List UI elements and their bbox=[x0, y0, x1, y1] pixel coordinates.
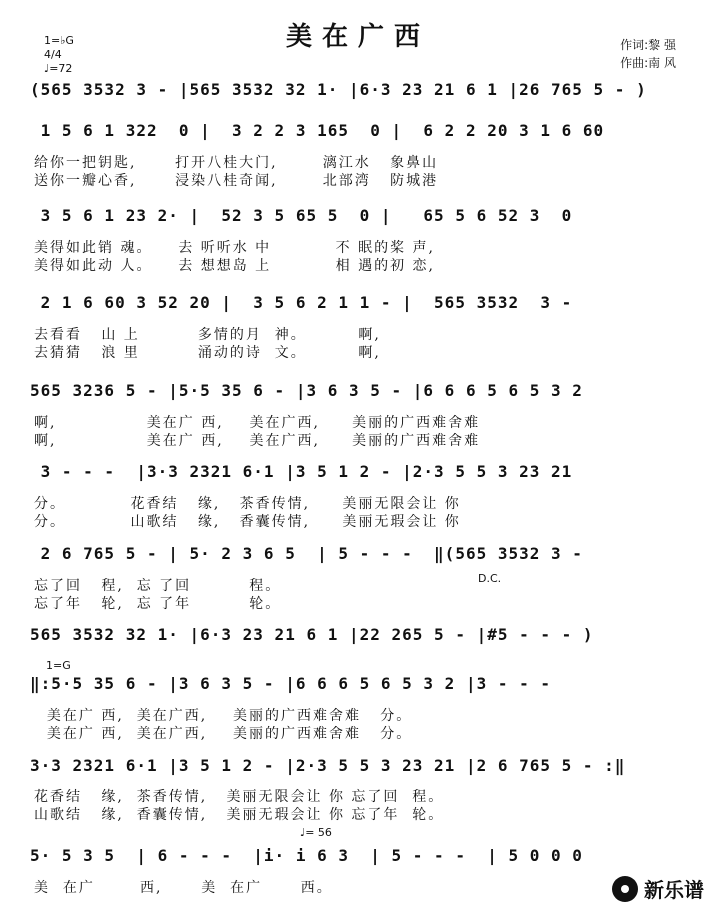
lyric-line-4a: 啊, 美在广 西, 美在广西, 美丽的广西难舍难 bbox=[34, 415, 481, 431]
site-logo bbox=[612, 874, 704, 903]
tempo-change: ♩= 56 bbox=[300, 826, 332, 839]
tempo-marking: ♩=72 bbox=[44, 62, 73, 75]
song-title: 美在广西 bbox=[285, 22, 430, 52]
lyric-line-3a: 去看看 山 上 多情的月 神。 啊, bbox=[34, 327, 381, 343]
key-change: 1=G bbox=[46, 659, 71, 672]
logo-text: 新乐谱 bbox=[644, 878, 704, 902]
lyric-line-6b: 忘了年 轮, 忘 了年 轮。 bbox=[34, 596, 282, 612]
lyric-line-2b: 美得如此动 人。 去 想想岛 上 相 遇的初 恋, bbox=[34, 258, 436, 274]
notes-line-10: 5· 5 3 5 | 6 - - - |i· i 6 3 | 5 - - - | 5 0 0 0 bbox=[30, 846, 583, 865]
lyric-line-6a: 忘了回 程, 忘 了回 程。 bbox=[34, 578, 282, 594]
score-meta bbox=[44, 34, 74, 76]
lyric-line-5b: 分。 山歌结 缘, 香囊传情, 美丽无瑕会让 你 bbox=[34, 514, 461, 530]
lyric-line-8a: 美在广 西, 美在广西, 美丽的广西难舍难 分。 bbox=[34, 708, 413, 724]
lyric-line-1b: 送你一瓣心香, 浸染八桂奇闻, 北部湾 防城港 bbox=[34, 173, 439, 189]
notes-line-2: 3 5 6 1 23 2· | 52 3 5 65 5 0 | 65 5 6 52 3 0 bbox=[30, 206, 573, 225]
lyric-line-9a: 花香结 缘, 茶香传情, 美丽无限会让 你 忘了回 程。 bbox=[34, 789, 445, 805]
lyric-line-2a: 美得如此销 魂。 去 听听水 中 不 眠的桨 声, bbox=[34, 240, 436, 256]
notes-line-0: (565 3532 3 - |565 3532 32 1· |6·3 23 21 6 1 |26 765 5 - ) bbox=[30, 80, 647, 99]
lyric-line-9b: 山歌结 缘, 香囊传情, 美丽无瑕会让 你 忘了年 轮。 bbox=[34, 807, 445, 823]
lyric-line-8b: 美在广 西, 美在广西, 美丽的广西难舍难 分。 bbox=[34, 726, 413, 742]
music-disc-icon bbox=[612, 876, 638, 902]
lyric-line-10: 美 在广 西, 美 在广 西。 bbox=[34, 880, 333, 896]
lyric-line-5a: 分。 花香结 缘, 茶香传情, 美丽无限会让 你 bbox=[34, 496, 461, 512]
lyricist: 作词:黎 强 bbox=[620, 38, 676, 52]
notes-line-9: 3·3 2321 6·1 |3 5 1 2 - |2·3 5 5 3 23 21 |2 6 765 5 - :‖ bbox=[30, 756, 626, 775]
notes-line-5: 3 - - - |3·3 2321 6·1 |3 5 1 2 - |2·3 5 5 3 23 21 bbox=[30, 462, 573, 481]
lyric-line-4b: 啊, 美在广 西, 美在广西, 美丽的广西难舍难 bbox=[34, 433, 481, 449]
dc-marking: D.C. bbox=[478, 572, 502, 585]
credits bbox=[620, 36, 676, 72]
notes-line-1: 1 5 6 1 322 0 | 3 2 2 3 165 0 | 6 2 2 20 3 1 6 60 bbox=[30, 121, 605, 140]
notes-line-7: 565 3532 32 1· |6·3 23 21 6 1 |22 265 5 - |#5 - - - ) bbox=[30, 625, 594, 644]
notes-line-6: 2 6 765 5 - | 5· 2 3 6 5 | 5 - - - ‖(565 3532 3 - bbox=[30, 544, 583, 563]
lyric-line-3b: 去猜猜 浪 里 涌动的诗 文。 啊, bbox=[34, 345, 381, 361]
lyric-line-1a: 给你一把钥匙, 打开八桂大门, 漓江水 象鼻山 bbox=[34, 155, 439, 171]
time-signature: 4/4 bbox=[44, 48, 62, 61]
notes-line-4: 565 3236 5 - |5·5 35 6 - |3 6 3 5 - |6 6 6 5 6 5 3 2 bbox=[30, 381, 583, 400]
key-signature: 1=♭G bbox=[44, 34, 74, 47]
composer: 作曲:南 风 bbox=[620, 56, 676, 70]
notes-line-8: ‖:5·5 35 6 - |3 6 3 5 - |6 6 6 5 6 5 3 2 |3 - - - bbox=[30, 674, 552, 693]
notes-line-3: 2 1 6 60 3 52 20 | 3 5 6 2 1 1 - | 565 3532 3 - bbox=[30, 293, 573, 312]
